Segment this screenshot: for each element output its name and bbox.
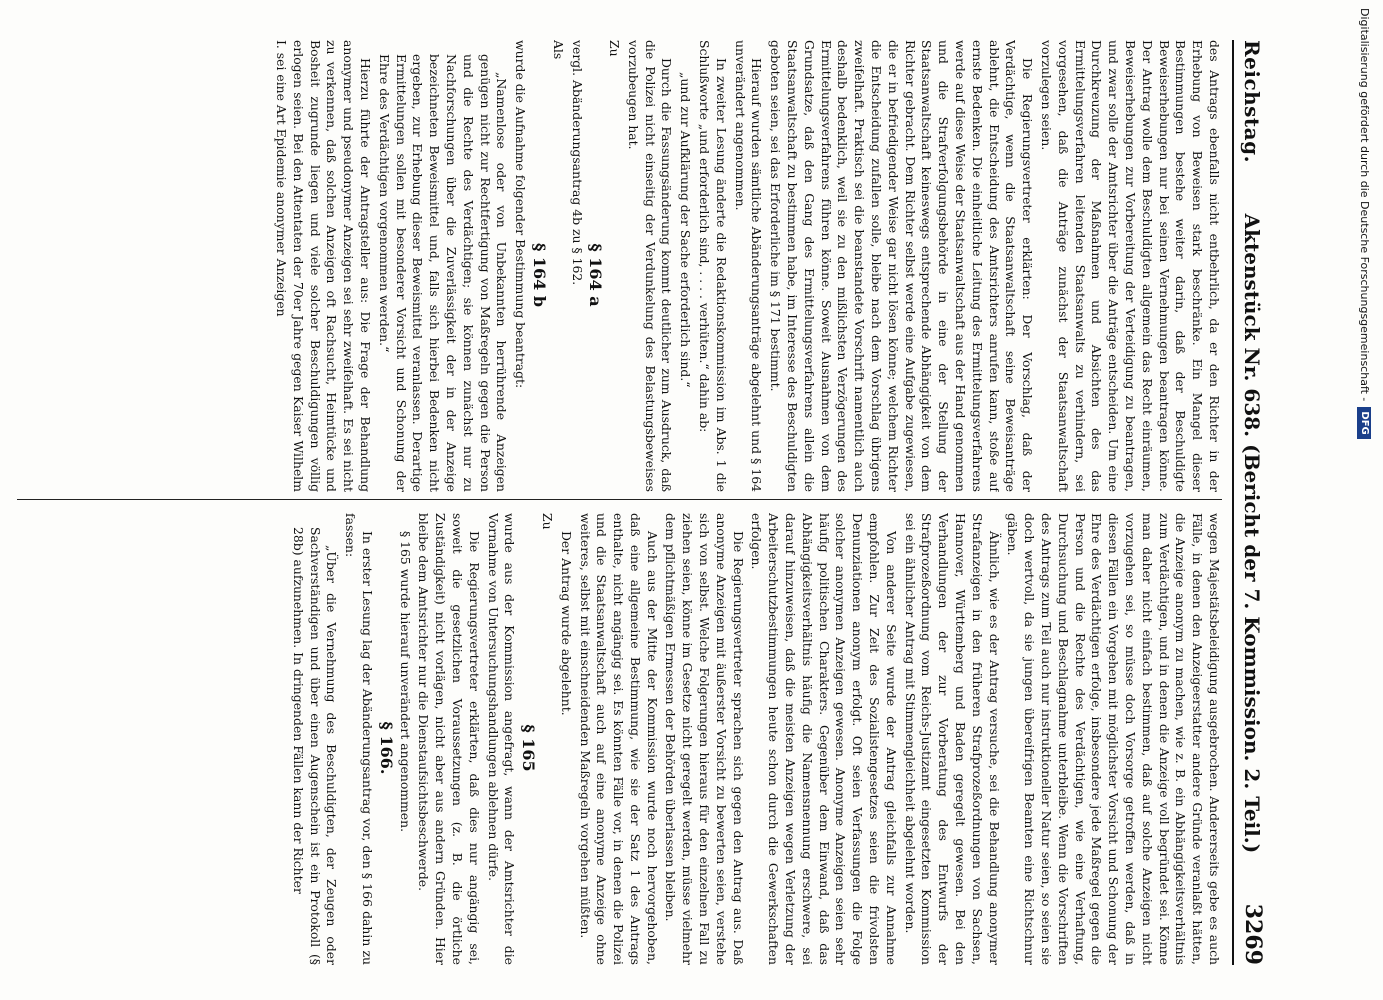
column-divider (17, 499, 1222, 500)
header-title: Aktenstück Nr. 638. (Bericht der 7. Kommission. 2. Teil.) (1240, 213, 1264, 854)
paragraph: Auch aus der Mitte der Kommission wurde noch hervorgehoben, daß eine allgemeine Bestimmung, wie sie der Satz 1 des Antrags enthalte, nicht angängig sei. Es könnten Fälle vor, in denen die Polizei und die Staatsanwaltschaft auch auf eine anonyme Anzeige ohne weiteres, selbst mit einschneidenden Maßregeln vorgehen müßten. (577, 513, 660, 965)
paragraph: des Antrags ebenfalls nicht entbehrlich, da er den Richter in der Erhebung von Beweisen stark beschränke. Ein Mangel dieser Bestimmungen bestehe weiter darin, daß der Beschuldigte Beweiserhebungen nur bei seinen Vernehmungen beantragen könne. Der Antrag wolle dem Beschuldigten allgemein das Recht einräumen, Beweiserhebungen zur Vorbereitung der Verteidigung zu beantragen, und zwar solle der Amtsrichter über die Anträge entscheiden. Um eine Durchkreuzung der Maßnahmen und Absichten des das Ermittelungsverfahren leitenden Staatsanwalts zu verhindern, sei vorgesehen, daß die Anträge zunächst der Staatsanwaltschaft vorzulegen seien. (1039, 40, 1222, 492)
digitization-credit (1352, 8, 1376, 992)
paragraph: Hierauf wurden sämtliche Abänderungsanträge abgelehnt und § 164 unverändert angenommen. (732, 40, 765, 492)
paragraph: wurde die Aufnahme folgender Bestimmung beantragt: (513, 40, 529, 389)
paragraph: Die Regierungsvertreter sprachen sich gegen den Antrag aus. Daß anonyme Anzeigen mit äußerster Vorsicht zu bewerten seien, verstehe sich von selbst. Welche Folgerungen hieraus für den einzelnen Fall zu ziehen seien, könne im Gesetze nicht geregelt werden, müsse vielmehr dem pflichtmäßigen Ermessen der Behörden überlassen bleiben. (663, 513, 746, 965)
quote: „Namenlose oder von Unbekannten herrührende Anzeigen genügen nicht zur Rechtfertigung von Maßregeln gegen die Person und die Rechte des Verdächtigen; sie können zunächst nur zu Nachforschungen über die Zuverlässigkeit der in der Anzeige bezeichneten Beweismittel und, falls sich hierbei Bedenken nicht ergeben, zur Erhebung dieser Beweismittel veranlassen. Derartige Ermittelungen sollen mit besonderer Vorsicht und Schonung der Ehre des Verdächtigen vorgenommen werden.“ (376, 54, 510, 492)
paragraph: vergl. Abänderungsantrag 4b zu § 162. (569, 40, 585, 286)
credit-text: Digitalisierung gefördert durch die Deutsche Forschungsgemeinschaft - (1358, 8, 1371, 402)
paragraph: Hierzu führte der Antragsteller aus: Die Frage der Behandlung anonymer und pseudonymer Anzeigen sei sehr zweifelhaft. Es sei nicht zu verkennen, daß solchen Anzeigen oft Rachsucht, Heimtücke und Bosheit zugrunde liegen und viele solcher Beschuldigungen völlig erlogen seien. Bei den Attentaten der 70er Jahre gegen Kaiser Wilhelm I. sei eine Art Epidemie anonymer Anzeigen (273, 40, 373, 492)
paragraph: In erster Lesung lag der Abänderungsantrag vor, den § 166 dahin zu fassen: (343, 513, 375, 965)
paragraph: Die Regierungsvertreter erklärten, daß dies nur angängig sei, soweit die gesetzlichen Voraussetzungen (z. B. die örtliche Zuständigkeit) nicht vorlägen, nicht aber aus andern Gründen. Hier bleibe dem Amtsrichter nur die Dienstaufsichtsbeschwerde. (416, 513, 482, 965)
quote: „und zur Aufklärung der Sache erforderlich sind.“ (678, 72, 694, 388)
label-zu: Zu (607, 40, 623, 57)
header-left: Reichstag. (1240, 40, 1264, 164)
quote: „Über die Vernehmung des Beschuldigten, der Zeugen oder Sachverständigen und über einen Augenschein ist ein Protokoll (§ 28b) aufzunehmen. In dringenden Fällen kann der Richter (290, 527, 340, 965)
paragraph: Von anderer Seite wurde der Antrag gleichfalls zur Annahme empfohlen. Zur Zeit des Sozialistengesetzes seien die frivolsten Denunziationen anonym erfolgt. Oft seien Verfassungen die Folge solcher anonymen Anzeigen gewesen. Anonyme Anzeigen seien sehr häufig politischen Charakters. Gegenüber dem Einwand, daß das Abhängigkeitsverhältnis häufig die Namensnennung erschwere, sei darauf hinzuweisen, daß die meisten Anzeigen wegen Verletzung der Arbeiterschutzbestimmungen heute schon durch die Gewerkschaften erfolgen. (749, 513, 899, 965)
section-heading: § 165 (519, 724, 539, 772)
paragraph: In zweiter Lesung änderte die Redaktionskommission im Abs. 1 die Schlußworte „und erforderlich sind, . . . . verhüten.“ dahin ab: (697, 40, 729, 492)
label-zu: Zu (539, 513, 555, 530)
paragraph: Die Regierungsvertreter erklärten: Der Vorschlag, daß der Verdächtige, wenn die Staatsanwaltschaft seine Beweisanträge ablehnt, die Entscheidung des Amtsrichters anrufen kann, stoße auf ernste Bedenken. Die einheitliche Leitung des Ermittelungsverfahrens werde auf diese Weise der Staatsanwaltschaft aus der Hand genommen und die Strafverfolgungsbehörde in eine der Stellung der Staatsanwaltschaft keineswegs entsprechende Abhängigkeit von dem Richter gebracht. Dem Richter selbst werde eine Aufgabe zugewiesen, die er in befriedigender Weise gar nicht lösen könne; welchem Richter die Entscheidung zufallen solle, bleibe nach dem Vorschlag übrigens zweifelhaft. Praktisch sei die beanstandete Vorschrift namentlich auch deshalb bedenklich, weil sie zu den mißlichsten Verzögerungen des Ermittelungsverfahrens führen könne. Soweit Ausnahmen von dem Grundsatze, daß den Gang des Ermittelungsverfahrens allein die Staatsanwaltschaft zu bestimmen habe, im Interesse des Beschuldigten geboten seien, sei das Erforderliche im § 171 bestimmt. (768, 40, 1036, 492)
paragraph: Ähnlich, wie es der Antrag versuche, sei die Behandlung anonymer Strafanzeigen in den früheren Strafprozeßordnungen von Sachsen, Hannover, Württemberg und Baden geregelt gewesen. Bei den Verhandlungen der zur Vorberatung des Entwurfs der Strafprozeßordnung vom Reichs-Justizamt eingesetzten Kommission sei ein ähnlicher Antrag mit Stimmengleichheit abgelehnt worden. (902, 513, 1002, 965)
right-column (12, 513, 1222, 965)
paragraph: § 165 wurde hierauf unverändert angenommen. (397, 531, 413, 833)
page-number: 3269 (1240, 903, 1266, 965)
paragraph: Der Antrag wurde abgelehnt. (558, 531, 574, 716)
section-heading: § 166. (376, 721, 396, 775)
paragraph: wegen Majestätsbeleidigung ausgebrochen. Andererseits gebe es auch Fälle, in denen den Anzeigeerstatter andere Gründe veranlaßt hätten, die Anzeige anonym zu machen, wie z. B. ein Abhängigkeitsverhältnis zum Verdächtigen, und in denen die Anzeige voll begründet sei. Könne man daher nicht einfach bestimmen, daß auf solche Anzeigen nicht vorzugehen sei, so müsse doch Vorsorge getroffen werden, daß in diesen Fällen ein Vorgehen mit möglichster Vorsicht und Schonung der Ehre des Verdächtigen erfolge, insbesondere jede Maßregel gegen die Person und die Rechte des Verdächtigen, wie eine Verhaftung, Durchsuchung und Beschlagnahme unterbleibe. Wenn die Vorschriften des Antrags zum Teil auch nur instruktioneller Natur seien, so seien sie doch wertvoll, da sie jungen übereifrigen Beamten eine Richtschnur gäben. (1005, 513, 1222, 965)
left-column (12, 40, 1222, 492)
page-header (1232, 40, 1282, 965)
dfg-logo: DFG (1357, 407, 1371, 438)
section-heading: § 164 a (586, 243, 606, 307)
section-heading: § 164 b (529, 242, 549, 308)
paragraph: wurde aus der Kommission angefragt, wann der Amtsrichter die Vornahme von Untersuchungshandlungen ablehnen dürfe. (485, 513, 518, 965)
paragraph: Durch die Fassungsänderung kommt deutlicher zum Ausdruck, daß die Polizei nicht einseitig der Verdunkelung des Belastungsbeweises vorzubeugen hat. (625, 40, 675, 492)
label-als: Als (550, 40, 566, 60)
